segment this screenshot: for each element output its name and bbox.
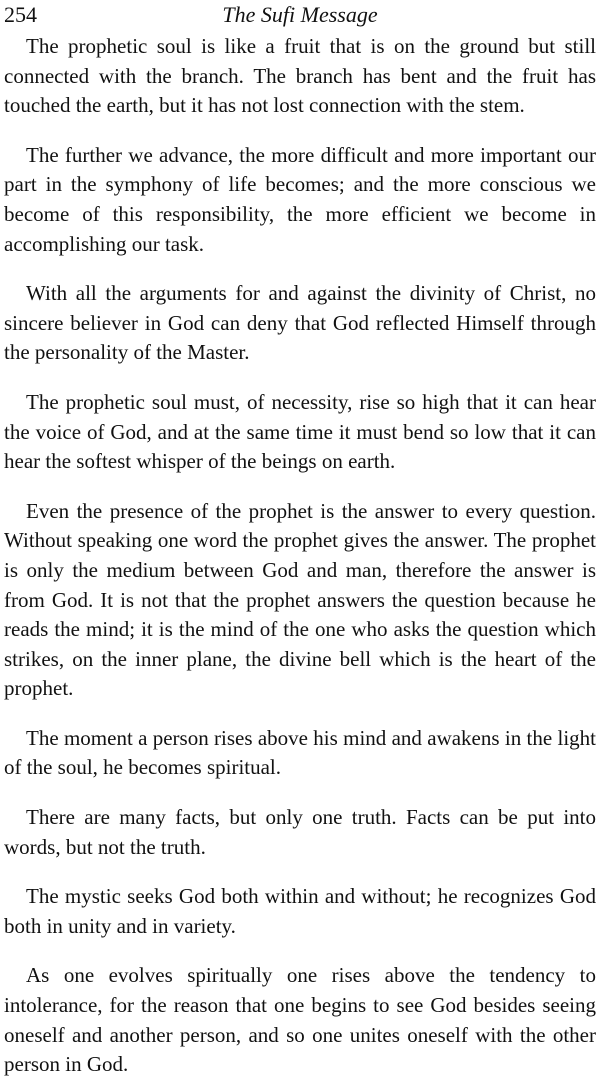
paragraph: The moment a person rises above his mind and awakens in the light of the soul, he becomes spiritual. [4,725,596,780]
paragraph: Even the presence of the prophet is the answer to every question. Without speaking one word the prophet gives the answer. The prophet is only the medium between God and man, therefore the answer is from God. It is not that the prophet answers the question because he reads the mind; it is the mind of the one who asks the question which strikes, on the inner plane, the divine bell which is the heart of the prophet. [4,498,596,701]
body-text [4,32,596,1080]
paragraph: The further we advance, the more difficult and more important our part in the symphony of life becomes; and the more conscious we become of this responsibility, the more efficient we become in accomplishing our task. [4,142,596,256]
paragraph: As one evolves spiritually one rises above the tendency to intolerance, for the reason that one begins to see God besides seeing oneself and another person, and so one unites oneself with the other person in God. [4,963,596,1077]
paragraph: There are many facts, but only one truth. Facts can be put into words, but not the truth. [4,805,596,859]
book-page [4,0,596,1077]
running-title: The Sufi Message [222,2,378,27]
paragraph: The prophetic soul must, of necessity, rise so high that it can hear the voice of God, and at the same time it must bend so low that it can hear the softest whisper of the beings on earth. [4,389,596,474]
page-header [4,0,596,32]
paragraph: With all the arguments for and against the divinity of Christ, no sincere believer in God can deny that God reflected Himself through the personality of the Master. [4,281,596,365]
paragraph: The prophetic soul is like a fruit that is on the ground but still connected with the branch. The branch has bent and the fruit has touched the earth, but it has not lost connection with the stem. [4,34,596,118]
page-number: 254 [4,2,37,27]
paragraph: The mystic seeks God both within and without; he recognizes God both in unity and in variety. [4,884,596,938]
